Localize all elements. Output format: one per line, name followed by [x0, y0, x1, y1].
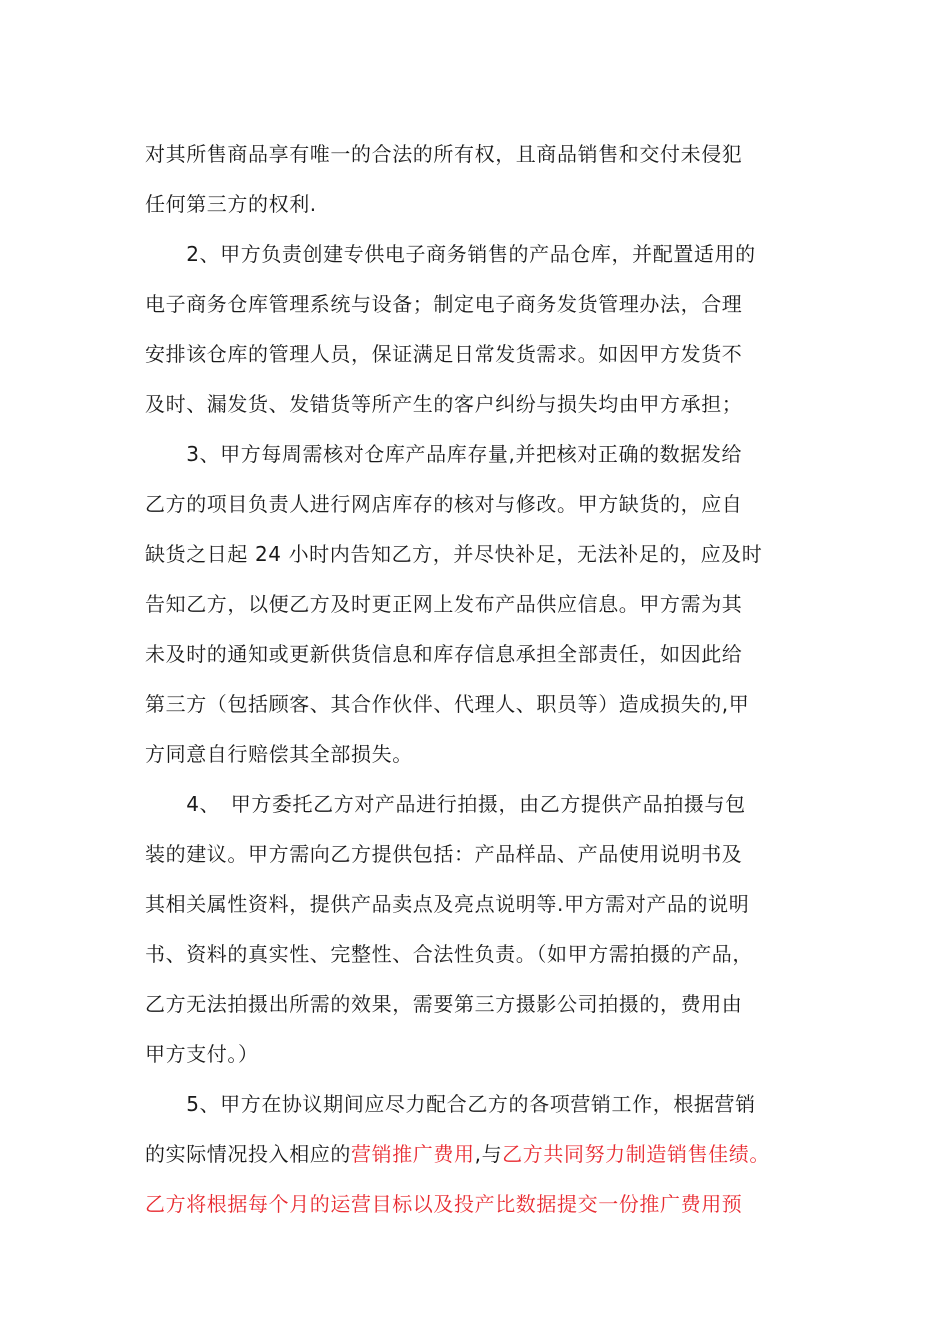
highlighted-text: 乙方共同努力制造销售佳绩。 — [502, 1142, 770, 1166]
text-segment: 的实际情况投入相应的 — [145, 1142, 351, 1166]
text-segment: ,与 — [474, 1142, 503, 1166]
text-line-14: 4、 甲方委托乙方对产品进行拍摄，由乙方提供产品拍摄与包 — [145, 792, 746, 816]
text-line-18: 乙方无法拍摄出所需的效果，需要第三方摄影公司拍摄的，费用由 — [145, 992, 743, 1016]
text-line-10: 告知乙方，以便乙方及时更正网上发布产品供应信息。甲方需为其 — [145, 592, 743, 616]
text-line-20: 5、甲方在协议期间应尽力配合乙方的各项营销工作，根据营销 — [145, 1092, 756, 1116]
text-line-15: 装的建议。甲方需向乙方提供包括：产品样品、产品使用说明书及 — [145, 842, 743, 866]
highlighted-text: 营销推广费用 — [351, 1142, 475, 1166]
text-line-13: 方同意自行赔偿其全部损失。 — [145, 742, 413, 766]
text-line-17: 书、资料的真实性、完整性、合法性负责。（如甲方需拍摄的产品， — [145, 942, 753, 966]
text-line-8: 乙方的项目负责人进行网店库存的核对与修改。甲方缺货的，应自 — [145, 492, 743, 516]
text-line-21 — [145, 1140, 770, 1168]
text-line-19: 甲方支付。） — [145, 1042, 259, 1066]
text-line-5: 安排该仓库的管理人员，保证满足日常发货需求。如因甲方发货不 — [145, 342, 743, 366]
text-line-22-highlighted: 乙方将根据每个月的运营目标以及投产比数据提交一份推广费用预 — [145, 1192, 743, 1216]
text-line-11: 未及时的通知或更新供货信息和库存信息承担全部责任，如因此给 — [145, 642, 743, 666]
text-line-4: 电子商务仓库管理系统与设备；制定电子商务发货管理办法，合理 — [145, 292, 743, 316]
text-line-3: 2、甲方负责创建专供电子商务销售的产品仓库，并配置适用的 — [145, 242, 756, 266]
text-line-7: 3、甲方每周需核对仓库产品库存量,并把核对正确的数据发给 — [145, 442, 743, 466]
text-line-2: 任何第三方的权利. — [145, 192, 317, 216]
text-line-12: 第三方（包括顾客、其合作伙伴、代理人、职员等）造成损失的,甲 — [145, 692, 750, 716]
text-line-1: 对其所售商品享有唯一的合法的所有权，且商品销售和交付未侵犯 — [145, 142, 743, 166]
text-line-6: 及时、漏发货、发错货等所产生的客户纠纷与损失均由甲方承担； — [145, 392, 743, 416]
text-line-9: 缺货之日起 24 小时内告知乙方，并尽快补足，无法补足的，应及时 — [145, 542, 763, 566]
text-line-16: 其相关属性资料，提供产品卖点及亮点说明等.甲方需对产品的说明 — [145, 892, 750, 916]
